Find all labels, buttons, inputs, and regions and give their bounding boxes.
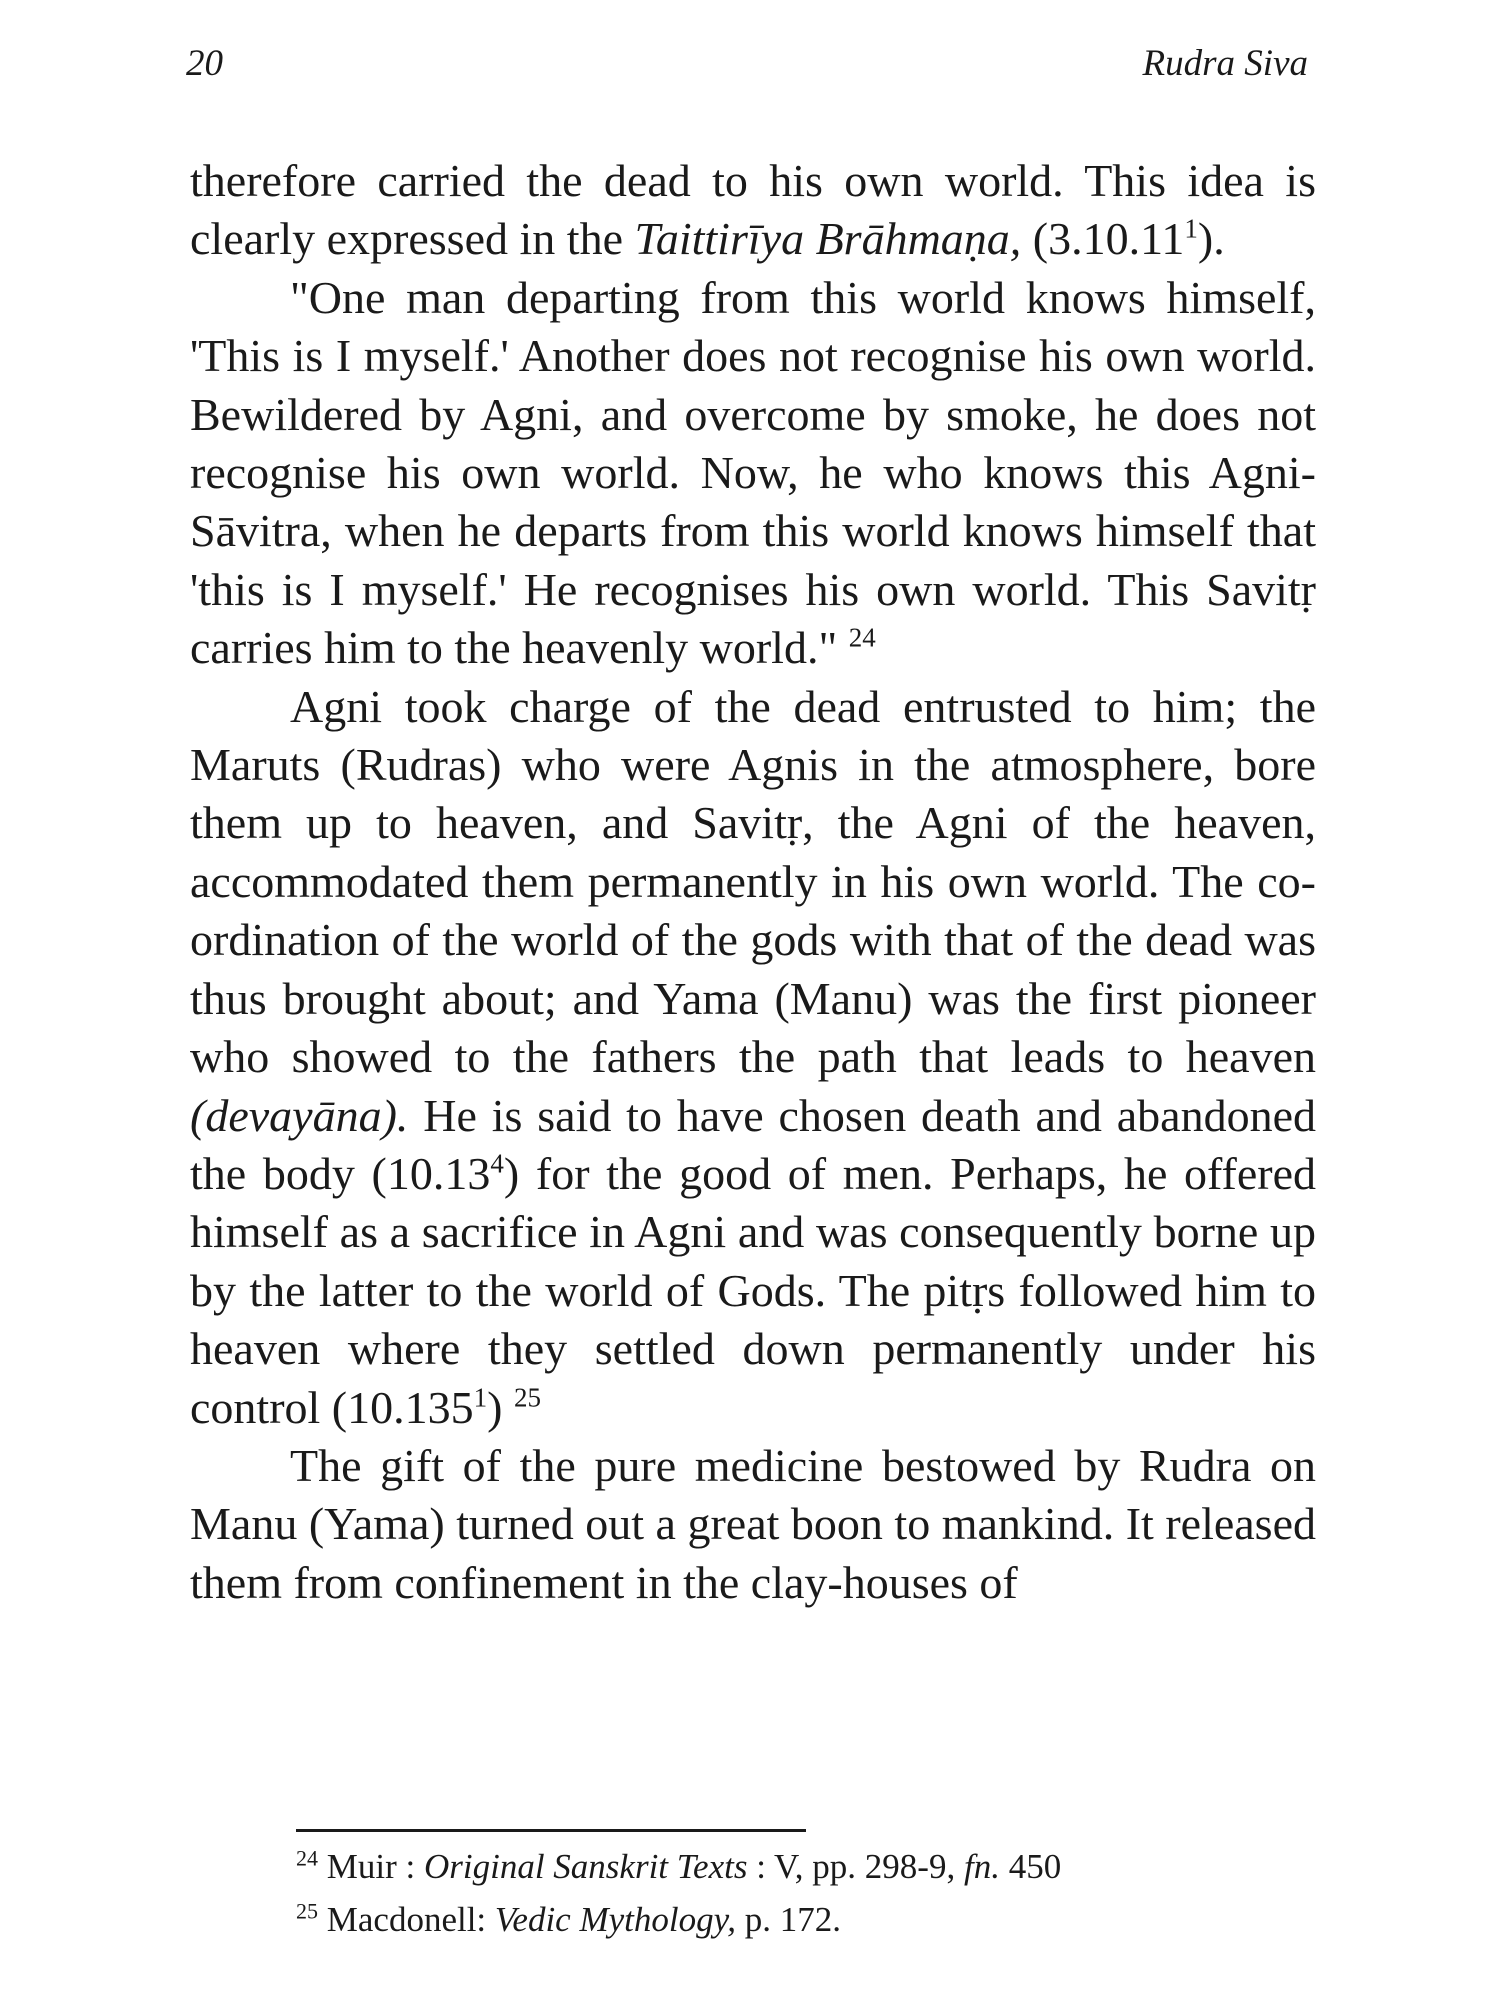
text-span: ). bbox=[1197, 213, 1225, 265]
body-text bbox=[190, 152, 1316, 1612]
footnote-ref: 24 bbox=[848, 622, 876, 653]
text-span: Agni took charge of the dead entrusted to him; the Maruts (Rudras) who were Agnis in the atmosphere, bore them up to heaven, and Savitṛ, the Agni of the heaven, accommodated them permanently in his own world. The co-ordination of the world of the gods with that of the dead was thus brought about; and Yama (Manu) was the first pioneer who showed to the fathers the path that leads to heaven bbox=[190, 680, 1316, 1083]
page-number: 20 bbox=[186, 43, 223, 84]
footnote-author: Macdonell: bbox=[326, 1900, 495, 1939]
text-span: ) bbox=[487, 1381, 514, 1433]
footnote-25 bbox=[296, 1893, 1296, 1946]
footnote-text: 450 bbox=[999, 1847, 1062, 1886]
text-span: (3.10.11 bbox=[1021, 213, 1185, 265]
superscript: 4 bbox=[490, 1148, 504, 1179]
footnotes bbox=[296, 1840, 1296, 1946]
footnote-24 bbox=[296, 1840, 1296, 1893]
paragraph-4 bbox=[190, 1437, 1316, 1612]
paragraph-3 bbox=[190, 678, 1316, 1437]
footnote-fn: fn. bbox=[963, 1847, 1000, 1886]
footnote-author: Muir : bbox=[326, 1847, 424, 1886]
footnote-mark: 25 bbox=[296, 1898, 318, 1924]
footnote-text: p. 172. bbox=[735, 1900, 841, 1939]
running-title: Rudra Siva bbox=[1142, 43, 1308, 84]
footnote-title: Vedic Mythology, bbox=[494, 1900, 736, 1939]
superscript: 1 bbox=[1184, 214, 1198, 245]
italic-term: (devayāna). bbox=[190, 1089, 409, 1141]
italic-title: Taittirīya Brāhmaṇa, bbox=[634, 213, 1022, 265]
footnote-title: Original Sanskrit Texts bbox=[423, 1847, 748, 1886]
footnote-text: : V, pp. 298-9, bbox=[747, 1847, 964, 1886]
superscript: 1 bbox=[473, 1382, 488, 1413]
text-span: He is said to have chosen death and abandoned the body (10.13 bbox=[190, 1089, 1316, 1199]
footnote-divider bbox=[296, 1829, 806, 1832]
text-span: therefore carried the dead to his own world. This idea is clearly expressed in the bbox=[190, 155, 1316, 265]
text-span: "One man departing from this world knows himself, 'This is I myself.' Another does not recognise his own world. Bewildered by Agni, and overcome by smoke, he does not recognise his own world. Now, he who knows this Agni-Sāvitra, when he departs from this world knows himself that 'this is I myself.' He recognises his own world. This Savitṛ carries him to the heavenly world." bbox=[190, 271, 1316, 674]
paragraph-1 bbox=[190, 152, 1316, 269]
paragraph-2 bbox=[190, 269, 1316, 678]
footnote-mark: 24 bbox=[296, 1845, 318, 1871]
footnote-ref: 25 bbox=[513, 1382, 541, 1413]
text-span: ) for the good of men. Perhaps, he offered himself as a sacrifice in Agni and was consequently borne up by the latter to the world of Gods. The pitṛs followed him to heaven where they settled down permanently under his control (10.135 bbox=[190, 1147, 1316, 1433]
text-span: The gift of the pure medicine bestowed by Rudra on Manu (Yama) turned out a great boon to mankind. It released them from confinement in the clay-houses of bbox=[190, 1439, 1316, 1608]
